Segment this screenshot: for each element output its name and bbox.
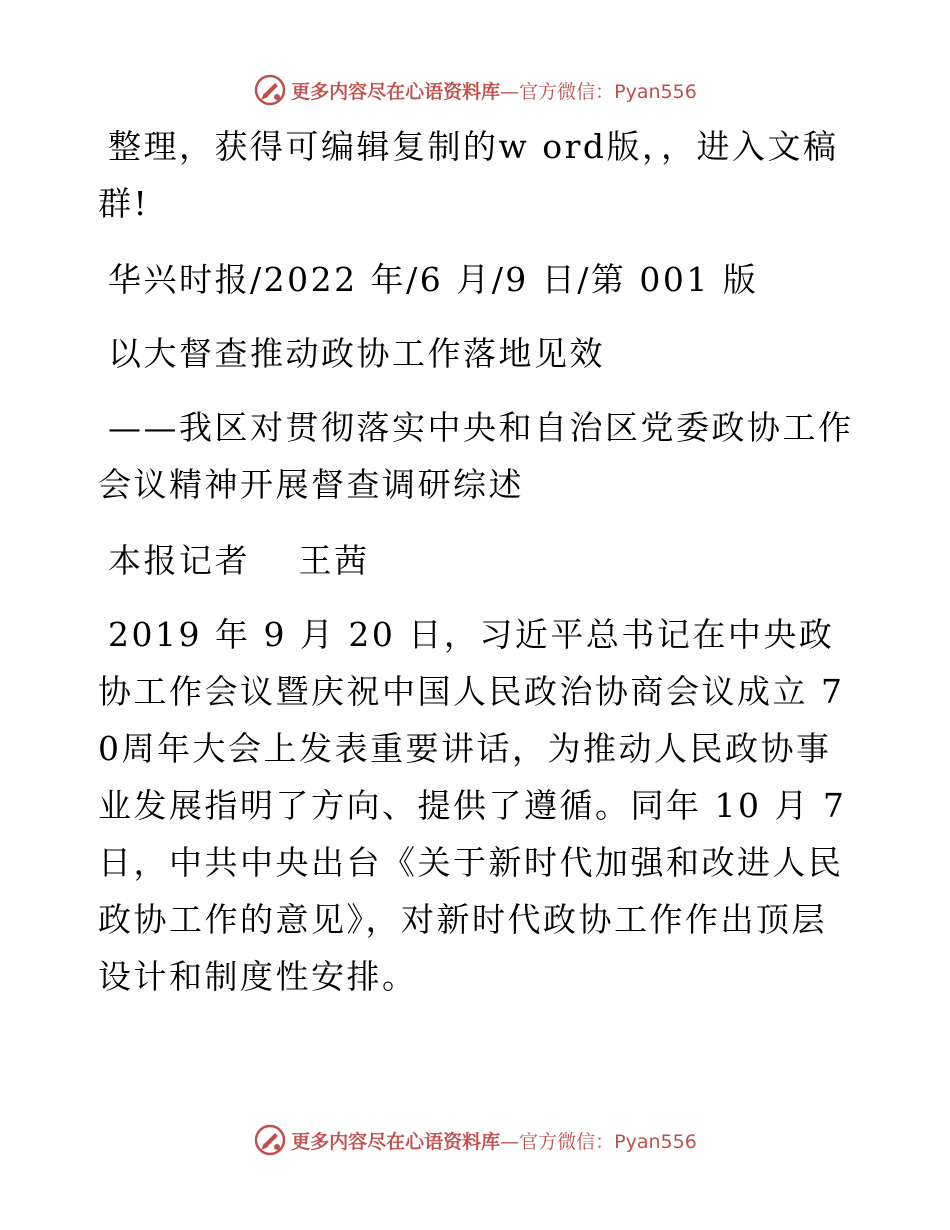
- document-body: [98, 118, 858, 1024]
- article-title: 以大督查推动政协工作落地见效: [108, 334, 605, 373]
- paragraph-notice: 整理，获得可编辑复制的w ord版，，进入文稿群!: [98, 127, 839, 223]
- paragraph-body: 2019 年 9 月 20 日，习近平总书记在中央政协工作会议暨庆祝中国人民政治协商会议成立 70周年大会上发表重要讲话，为推动人民政协事业发展指明了方向、提供了遵循。同年 10 月 7 日，中共中央出台《关于新时代加强和改进人民政协工作的意见》，对新时代政协工作作出顶层设计和制度性安排。: [98, 615, 860, 996]
- brand-logo-icon: [253, 1123, 287, 1157]
- footer-watermark: [0, 1120, 950, 1160]
- watermark-wechat: —官方微信：Pyan556: [500, 1130, 697, 1153]
- watermark-brand: 更多内容尽在心语资料库: [291, 1130, 501, 1153]
- watermark-brand: 更多内容尽在心语资料库: [291, 80, 501, 103]
- paragraph-source: 华兴时报/2022 年/6 月/9 日/第 001 版: [108, 260, 759, 299]
- brand-logo-icon: [253, 73, 287, 107]
- article-byline: 本报记者 王茜: [108, 541, 370, 580]
- watermark-text: [291, 77, 697, 104]
- watermark-wechat: —官方微信：Pyan556: [500, 80, 697, 103]
- header-watermark: [0, 70, 950, 110]
- article-subtitle: ——我区对贯彻落实中央和自治区党委政协工作会议精神开展督查调研综述: [98, 408, 854, 504]
- watermark-text: [291, 1127, 697, 1154]
